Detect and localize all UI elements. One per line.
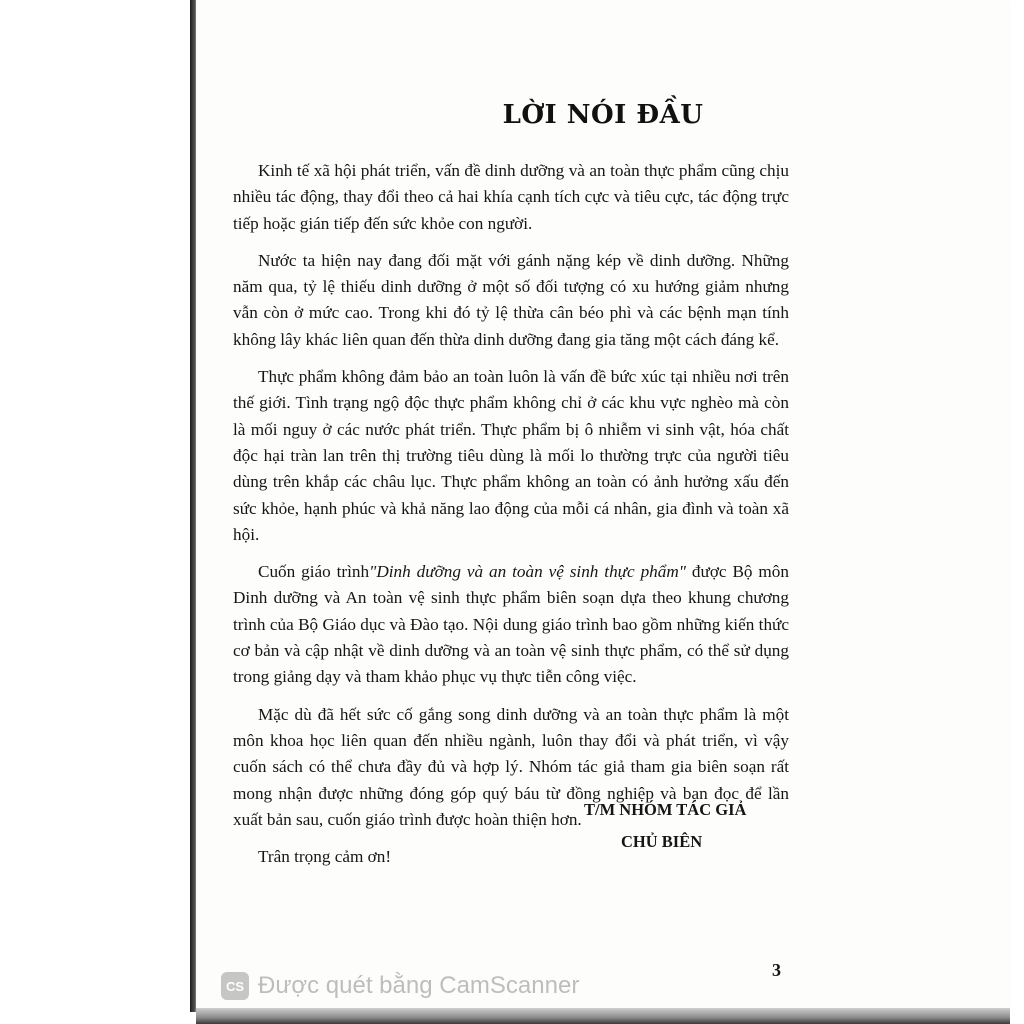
page-number: 3 bbox=[772, 960, 781, 980]
page-title: LỜI NÓI ĐẦU bbox=[502, 100, 704, 130]
signature-role: CHỦ BIÊN bbox=[621, 832, 703, 851]
paragraph-1: Kinh tế xã hội phát triển, vấn đề dinh dưỡng và an toàn thực phẩm cũng chịu nhiều tác động, thay đổi theo cả hai khía cạnh tích cực và tiêu cực, tác động trực tiếp hoặc gián tiếp đến sức khỏe con người. bbox=[233, 161, 789, 233]
preface-body bbox=[233, 158, 789, 870]
watermark-text: Được quét bằng CamScanner bbox=[258, 972, 580, 999]
camscanner-watermark bbox=[221, 972, 579, 1000]
paragraph-3: Thực phẩm không đảm bảo an toàn luôn là vấn đề bức xúc tại nhiều nơi trên thế giới. Tình trạng ngộ độc thực phẩm không chỉ ở các khu vực nghèo mà còn là mối nguy ở các nước phát triển. Thực phẩm bị ô nhiễm vi sinh vật, hóa chất độc hại tràn lan trên thị trường tiêu dùng là mối lo thường trực của người tiêu dùng trên khắp các châu lục. Thực phẩm không an toàn có ảnh hưởng xấu đến sức khỏe, hạnh phúc và khả năng lao động của mỗi cá nhân, gia đình và toàn xã hội. bbox=[233, 367, 789, 544]
signature-group: T/M NHÓM TÁC GIẢ bbox=[584, 800, 747, 819]
paragraph-4-rest: được Bộ môn Dinh dưỡng và An toàn vệ sinh thực phẩm biên soạn dựa theo khung chương trình của Bộ Giáo dục và Đào tạo. Nội dung giáo trình bao gồm những kiến thức cơ bản và cập nhật về dinh dưỡng và an toàn vệ sinh thực phẩm, có thể sử dụng trong giảng dạy và tham khảo phục vụ thực tiễn công việc. bbox=[233, 562, 789, 687]
book-title-italic: "Dinh dưỡng và an toàn vệ sinh thực phẩm" bbox=[369, 562, 686, 582]
paragraph-2: Nước ta hiện nay đang đối mặt với gánh nặng kép về dinh dưỡng. Những năm qua, tỷ lệ thiếu dinh dưỡng ở một số đối tượng có xu hướng giảm nhưng vẫn còn ở mức cao. Trong khi đó tỷ lệ thừa cân béo phì và các bệnh mạn tính không lây khác liên quan đến thừa dinh dưỡng đang gia tăng một cách đáng kể. bbox=[233, 250, 789, 349]
paragraph-5: Mặc dù đã hết sức cố gắng song dinh dưỡng và an toàn thực phẩm là một môn khoa học liên quan đến nhiều ngành, luôn thay đổi và phát triển, vì vậy cuốn sách có thể chưa đầy đủ và hợp lý. Nhóm tác giả tham gia biên soạn rất mong nhận được những đóng góp quý báu từ đồng nghiệp và bạn đọc để lần xuất bản sau, cuốn giáo trình được hoàn thiện hơn. bbox=[233, 704, 789, 829]
paragraph-4 bbox=[233, 559, 789, 690]
closing-line: Trân trọng cảm ơn! bbox=[258, 847, 392, 867]
camscanner-logo-glyph bbox=[224, 978, 246, 994]
camscanner-logo-icon bbox=[221, 972, 249, 1000]
camscanner-logo-text: CS bbox=[225, 979, 245, 994]
book-bottom-edge bbox=[196, 1008, 1010, 1024]
paragraph-4-lead: Cuốn giáo trình bbox=[258, 562, 370, 582]
